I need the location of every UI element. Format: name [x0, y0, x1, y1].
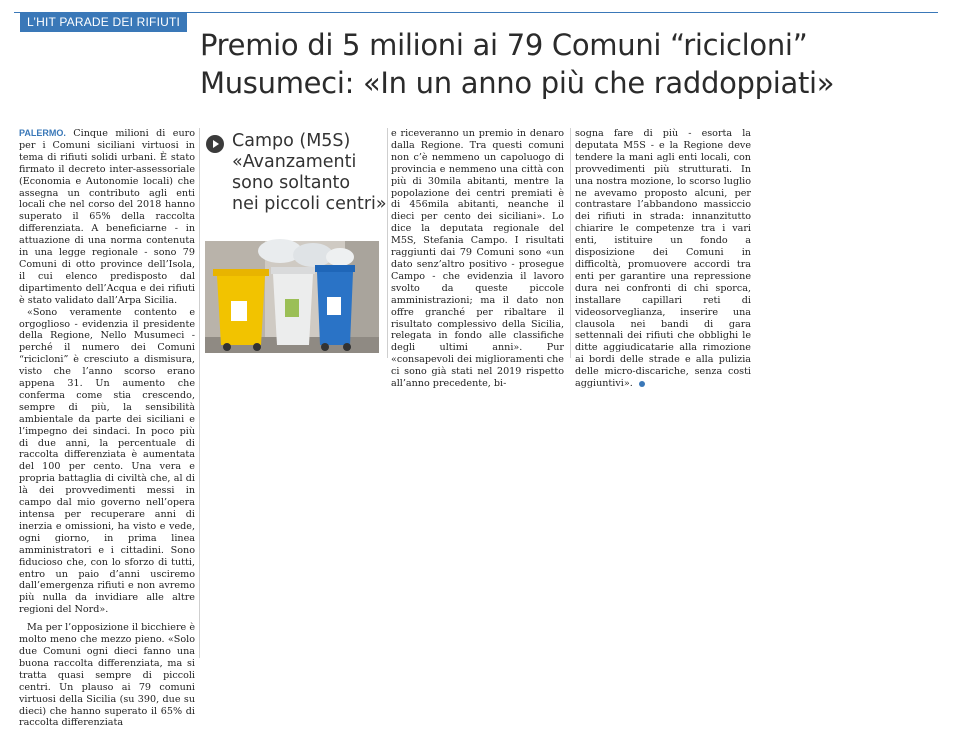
recycling-bins-illustration — [205, 241, 379, 353]
sidebar-line: «Avanzamenti — [232, 152, 357, 172]
article-column-3 — [391, 128, 564, 390]
paragraph: «Sono veramente contento e orgoglioso - evidenzia il presidente della Regione, Nello Musumeci - perché il numero dei Comuni “ricicloni” è cresciuto a dismisura, visto che l’anno scorso erano appena 31. Un aumento che conferma come stia crescendo, sempre di più, la sensibilità ambientale da parte dei siciliani e l’impegno dei sindaci. In poco più di due anni, la percentuale di raccolta differenziata è aumentata del 100 per cento. Una vera e propria battaglia di civiltà che, al di là dei provvedimenti messi in campo dal mio governo nell’opera intensa per recuperare anni di inerzia e omissioni, ha visto e vede, ogni giorno, in prima linea amministratori e i cittadini. Sono fiducioso che, con lo sforzo di tutti, entro un paio d’anni usciremo dall’emergenza rifiuti e non avremo più nulla da invidiare alle altre regioni del Nord». — [19, 306, 195, 616]
sidebar-line: Campo (M5S) — [232, 131, 351, 151]
section-tag: L’HIT PARADE DEI RIFIUTI — [20, 12, 187, 32]
end-of-article-icon — [639, 381, 645, 387]
article-column-4 — [575, 128, 751, 390]
paragraph: e riceveranno un premio in denaro dalla Regione. Tra questi comuni non c’è nemmeno un capoluogo di provincia e nemmeno una città con più di 30mila abitanti, mentre la popolazione dei centri premiati è di 456mila abitanti, neanche il dieci per cento dei siciliani». Lo dice la deputata regionale del M5S, Stefania Campo. I risultati raggiunti dai 79 Comuni sono «un dato senz’altro positivo - prosegue Campo - che evidenzia il lavoro svolto da queste piccole amministrazioni; ma il dato non offre granché per ribaltare il risultato complessivo della Sicilia, relegata in fondo alle classifiche degli ultimi anni». Pur «consapevoli dei miglioramenti che ci sono già stati nel 2019 rispetto all’anno precedente, bi- — [391, 128, 564, 390]
column-divider — [387, 128, 388, 358]
headline — [200, 26, 940, 102]
column-divider — [199, 128, 200, 658]
headline-line-2: Musumeci: «In un anno più che raddoppiati» — [200, 66, 835, 100]
paragraph-text: Cinque milioni di euro per i Comuni siciliani virtuosi in tema di rifiuti solidi urbani. È stato firmato il decreto inter-assessoriale (Economia e Autonomie locali) che assegna un contributo agli enti locali che nel corso del 2018 hanno superato il 65% della raccolta differenziata. A beneficiarne - in attuazione di una norma contenuta in una legge regionale - sono 79 Comuni di otto province dell’Isola, il cui elenco predisposto dal dipartimento dell’Acqua e dei rifiuti è stato validato dall’Arpa Sicilia. — [19, 128, 195, 306]
paragraph — [19, 128, 195, 307]
paragraph — [575, 128, 751, 390]
paragraph-text: sogna fare di più - esorta la deputata M5S - e la Regione deve tendere la mani agli enti locali, con provvedimenti più strutturati. In una nostra mozione, lo scorso luglio ne avevamo proposto alcuni, per contrastare l’abbandono massiccio dei rifiuti in strada: innanzitutto chiarire le competenze tra i vari enti, istituire un fondo a disposizione dei Comuni in difficoltà, promuovere accordi tra enti per garantire una repressione dura nei confronti di chi sporca, installare capillari reti di videosorveglianza, inserire una clausola nei bandi di gara settennali dei rifiuti che obblighi le ditte aggiudicatarie alla rimozione ai bordi delle strade e alla pulizia delle micro-discariche, senza costi aggiuntivi». — [575, 128, 751, 390]
column-divider — [570, 128, 571, 358]
photo-recycling-bins — [205, 241, 379, 353]
sidebar-line: sono soltanto — [232, 173, 351, 193]
sidebar-headline — [232, 131, 392, 215]
dateline: PALERMO. — [19, 128, 66, 138]
headline-line-1: Premio di 5 milioni ai 79 Comuni “ricicloni” — [200, 28, 808, 62]
sidebar-line: nei piccoli centri» — [232, 194, 387, 214]
play-arrow-icon — [206, 135, 224, 153]
article-column-1 — [19, 128, 195, 729]
paragraph: Ma per l’opposizione il bicchiere è molto meno che mezzo pieno. «Solo due Comuni ogni dieci fanno una buona raccolta differenziata, ma si tratta quasi sempre di piccoli centri. Un plauso ai 79 comuni virtuosi della Sicilia (su 390, due su dieci) che hanno superato il 65% di raccolta differenziata — [19, 622, 195, 729]
